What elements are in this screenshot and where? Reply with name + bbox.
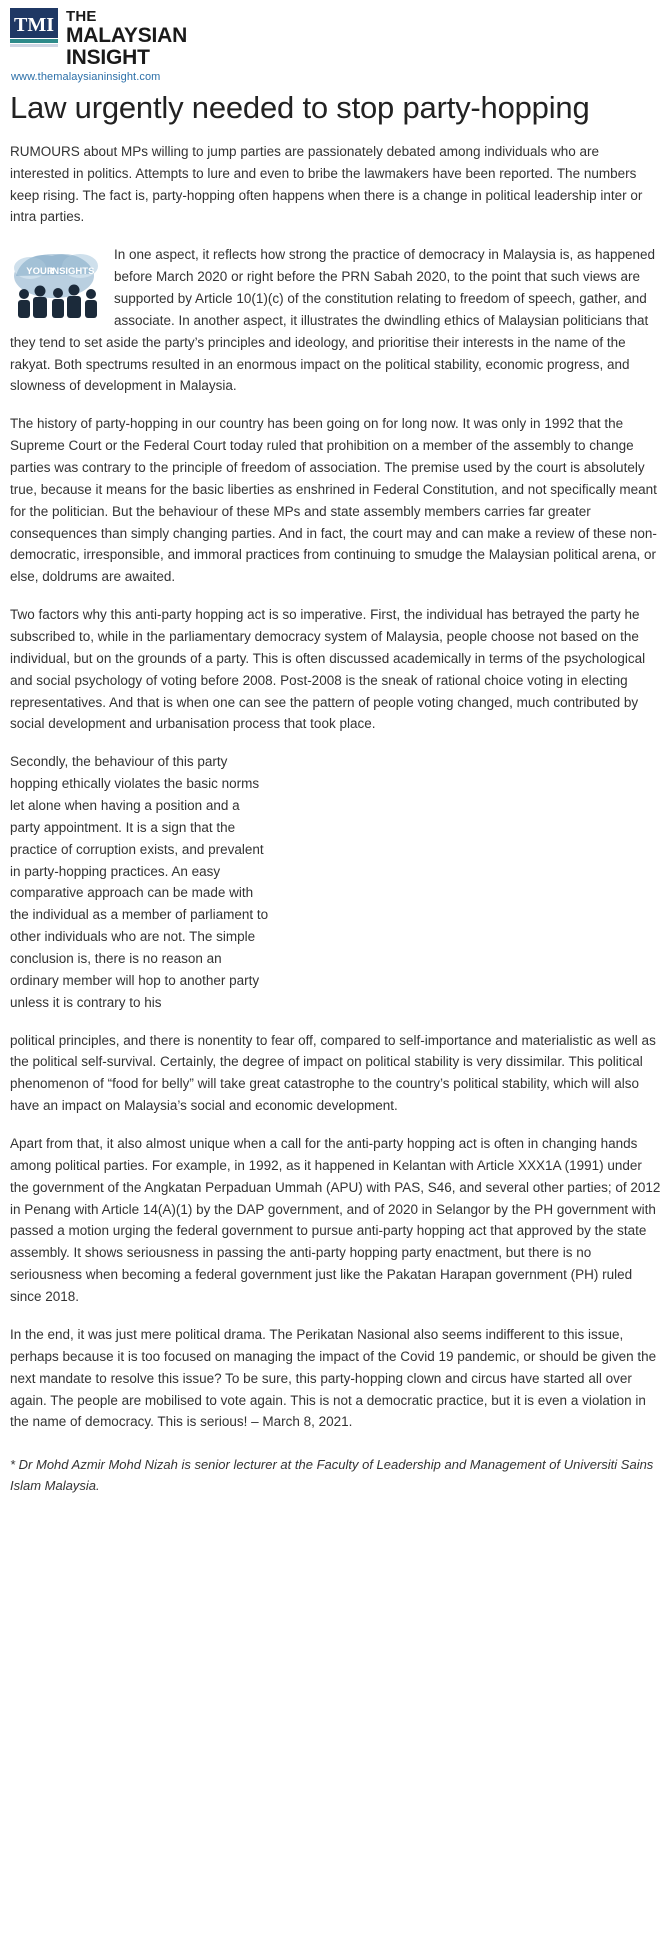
your-insights-graphic-icon (10, 246, 106, 324)
svg-text:INSIGHTS: INSIGHTS (49, 266, 95, 278)
article-paragraph-3: The history of party-hopping in our country has been going on for long now. It was only in 1992 that the Supreme Court or the Federal Court today ruled that prohibition on a member of the assembly to change parties was contrary to the principle of freedom of association. The premise used by the court is absolutely true, because it means for the basic liberties as enshrined in Federal Constitution, and not specifically meant for the politician. But the behaviour of these MPs and state assembly members carries far greater consequences than simply changing parties. And in fact, the court may and can make a review of these non-democratic, irresponsible, and immoral practices from continuing to smudge the Malaysian political arena, or else, doldrums are awaited. (10, 416, 657, 585)
article-paragraph-5: Secondly, the behaviour of this party hopping ethically violates the basic norms let alone when having a position and a party appointment. It is a sign that the practice of corruption exists, and prevalent in party-hopping practices. An easy comparative approach can be made with the individual as a member of parliament to other individuals who are not. The simple conclusion is, there is no reason an ordinary member will hop to another party unless it is contrary to his (10, 754, 269, 1010)
article-paragraph-7: Apart from that, it also almost unique when a call for the anti-party hopping act is often in changing hands among political parties. For example, in 1992, as it happened in Kelantan with Article XXX1A (1991) under the government of the Angkatan Perpaduan Ummah (APU) with PAS, S46, and several other parties; of 2012 in Penang with Article 14(A)(1) by the DAP government, and of 2020 in Selangor by the PH government with passed a motion urging the federal government to pursue anti-party hopping act that approved by the state assembly. It shows seriousness in passing the anti-party hopping party enactment, but there is no seriousness when becoming a federal government just like the Pakatan Harapan government (PH) ruled since 2018. (10, 1136, 661, 1305)
site-url[interactable]: www.themalaysianinsight.com (11, 71, 161, 83)
svg-text:TMI: TMI (14, 14, 54, 36)
brand-line-insight: INSIGHT (66, 46, 150, 69)
paragraph-with-graphic (10, 244, 662, 413)
article-paragraph-1: RUMOURS about MPs willing to jump parties are passionately debated among individuals who are interested in politics. Attempts to lure and even to bribe the lawmakers have been reported. The numbers keep rising. The fact is, party-hopping often happens when there is a change in political leadership inter or intra parties. (10, 143, 643, 225)
masthead (10, 8, 662, 70)
article-paragraph-4: Two factors why this anti-party hopping act is so imperative. First, the individual has betrayed the party he subscribed to, while in the parliamentary democracy system of Malaysia, people choose not based on the individual, but on the grounds of a party. This is often discussed academically in terms of the psychological and social psychology of voting before 2008. Post-2008 is the sneak of rational choice voting in electing representatives. And that is when one can see the pattern of people voting changed, much contributed by social development and urbanisation process that took place. (10, 607, 646, 732)
malaysian-insight-logo-icon[interactable] (10, 8, 58, 48)
page-title: Law urgently needed to stop party-hopping (10, 90, 590, 125)
author-footnote: * Dr Mohd Azmir Mohd Nizah is senior lecturer at the Faculty of Leadership and Management of Universiti Sains Islam Malaysia. (10, 1457, 654, 1494)
article-paragraph-6: political principles, and there is nonentity to fear off, compared to self-importance and materialistic as well as the political self-survival. Certainly, the degree of impact on political stability is very dissimilar. This political phenomenon of “food for belly” will take great catastrophe to the country’s political stability, which will also have an impact on Malaysia’s social and economic development. (10, 1032, 656, 1114)
article-paragraph-8: In the end, it was just mere political drama. The Perikatan Nasional also seems indifferent to this issue, perhaps because it is too focused on managing the impact of the Covid 19 pandemic, or should be given the next mandate to resolve this issue? To be sure, this party-hopping clown and circus have started all over again. The people are mobilised to vote again. This is not a democratic practice, but it is even a violation in the name of democracy. This is serious! – March 8, 2021. (10, 1326, 657, 1430)
svg-text:YOUR: YOUR (26, 266, 54, 278)
brand-line-malaysian: MALAYSIAN (66, 24, 188, 47)
brand-line-the: THE (66, 8, 97, 25)
brand-wordmark (66, 8, 187, 68)
article-paragraph-2: In one aspect, it reflects how strong the practice of democracy in Malaysia is, as happened before March 2020 or right before the PRN Sabah 2020, to the point that such views are supported by Article 10(1)(c) of the constitution relating to freedom of speech, gather, and associate. In another aspect, it illustrates the dwindling ethics of Malaysian politicians that they tend to set aside the party’s principles and ideology, and prioritise their interests in the name of the rakyat. Both spectrums resulted in an enormous impact on the political stability, economic progress, and slowness of development in Malaysia. (10, 247, 656, 394)
